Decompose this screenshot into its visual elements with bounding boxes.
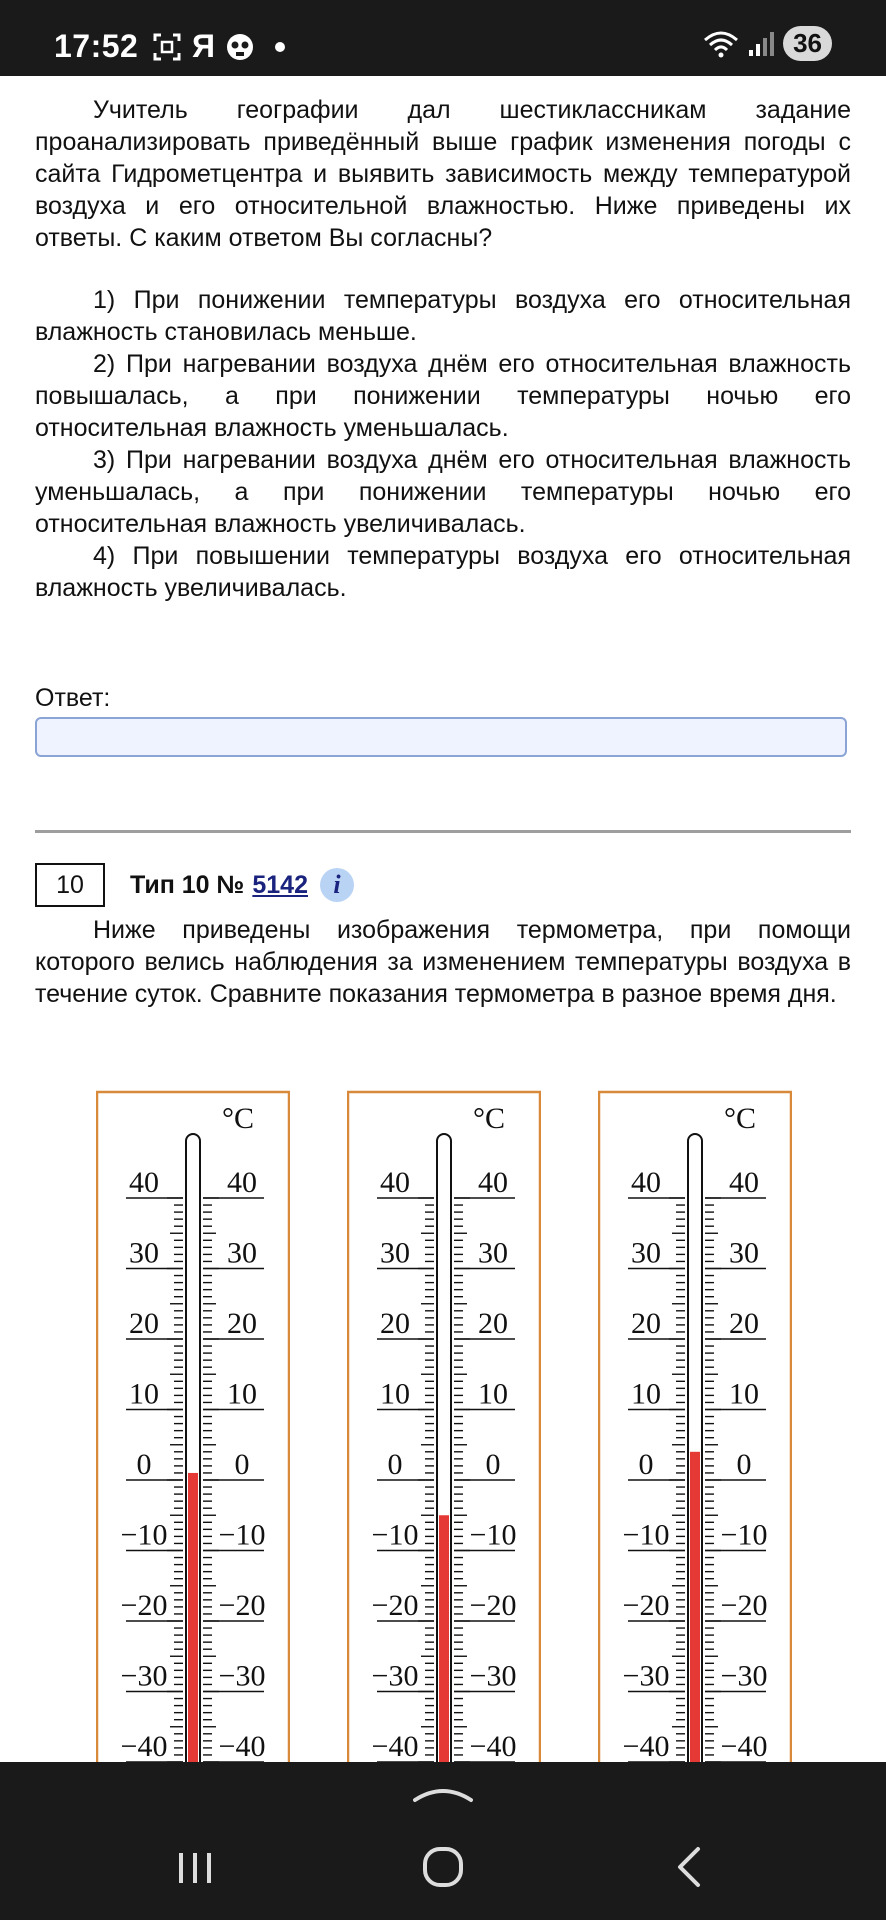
thermometer-1 bbox=[96, 1090, 290, 1762]
task-number-box: 10 bbox=[35, 863, 105, 907]
scale-label-left: 30 bbox=[631, 1236, 661, 1270]
scale-label-left: 10 bbox=[380, 1377, 410, 1411]
scale-label-right: 40 bbox=[478, 1166, 508, 1199]
scale-label-left: −40 bbox=[622, 1730, 670, 1762]
task9-option-2: 2) При нагревании воздуха днём его относительная влажность повышалась, а при понижении температуры ночью его относительная влажность уменьшалась. bbox=[35, 350, 851, 442]
task9-option-3: 3) При нагревании воздуха днём его относительная влажность уменьшалась, а при понижении температуры ночью его относительная влажность увеличивалась. bbox=[35, 446, 851, 538]
scale-label-left: 0 bbox=[638, 1448, 654, 1481]
info-icon[interactable]: i bbox=[320, 868, 354, 902]
scale-label-right: −40 bbox=[720, 1730, 768, 1762]
mercury-column bbox=[188, 1473, 198, 1762]
unit-label: °C bbox=[221, 1102, 255, 1135]
scale-label-left: 20 bbox=[631, 1307, 661, 1340]
scale-label-right: −30 bbox=[218, 1659, 266, 1693]
task10-text: Ниже приведены изображения термометра, при помощи которого велись наблюдения за изменением температуры воздуха в течение суток. Сравните показания термометра в разное время дня. bbox=[35, 916, 851, 1008]
status-notification-icons bbox=[150, 28, 287, 65]
scale-label-left: −40 bbox=[120, 1730, 168, 1762]
task9-option-4: 4) При повышении температуры воздуха его относительная влажность увеличивалась. bbox=[35, 542, 851, 602]
scale-label-right: 0 bbox=[736, 1448, 752, 1481]
scale-label-right: 10 bbox=[227, 1377, 257, 1411]
scale-label-right: 20 bbox=[227, 1307, 257, 1340]
scale-label-right: −20 bbox=[218, 1589, 266, 1622]
battery-level: 36 bbox=[783, 26, 832, 61]
scale-label-left: 0 bbox=[136, 1448, 152, 1481]
mercury-column bbox=[690, 1452, 700, 1762]
answer-input[interactable] bbox=[35, 717, 847, 757]
scale-label-left: 10 bbox=[631, 1377, 661, 1411]
scale-label-right: 30 bbox=[729, 1236, 759, 1270]
scale-label-right: −40 bbox=[218, 1730, 266, 1762]
scale-label-left: 10 bbox=[129, 1377, 159, 1411]
scale-label-right: 0 bbox=[234, 1448, 250, 1481]
scale-label-left: −10 bbox=[371, 1518, 419, 1552]
signal-icon bbox=[747, 30, 775, 58]
scale-label-left: −30 bbox=[371, 1659, 419, 1693]
section-divider bbox=[35, 830, 851, 833]
scale-label-left: −30 bbox=[622, 1659, 670, 1693]
task9-options bbox=[35, 284, 851, 604]
scale-label-right: 30 bbox=[478, 1236, 508, 1270]
scale-label-left: −20 bbox=[120, 1589, 168, 1622]
answer-label: Ответ: bbox=[35, 684, 111, 712]
back-icon[interactable] bbox=[660, 1837, 720, 1897]
mercury-column bbox=[439, 1515, 449, 1762]
scale-label-right: 20 bbox=[729, 1307, 759, 1340]
scale-label-right: 40 bbox=[729, 1166, 759, 1199]
scale-label-right: −30 bbox=[720, 1659, 768, 1693]
task-id-link[interactable]: 5142 bbox=[252, 870, 308, 899]
scale-label-left: 40 bbox=[129, 1166, 159, 1199]
task9-option-1: 1) При понижении температуры воздуха его относительная влажность становилась меньше. bbox=[35, 286, 851, 346]
chevron-up-icon[interactable] bbox=[413, 1784, 473, 1804]
scale-label-left: 20 bbox=[380, 1307, 410, 1340]
scale-label-right: −30 bbox=[469, 1659, 517, 1693]
navigation-bar bbox=[0, 1762, 886, 1920]
scale-label-right: −10 bbox=[218, 1518, 266, 1552]
scale-label-right: 30 bbox=[227, 1236, 257, 1270]
scale-label-right: −20 bbox=[720, 1589, 768, 1622]
scale-label-left: −10 bbox=[622, 1518, 670, 1552]
task-header bbox=[130, 868, 354, 902]
scale-label-left: 40 bbox=[380, 1166, 410, 1199]
scale-label-left: 40 bbox=[631, 1166, 661, 1199]
thermometer-3 bbox=[598, 1090, 792, 1762]
home-icon[interactable] bbox=[413, 1837, 473, 1897]
task9-intro: Учитель географии дал шестиклассникам задание проанализировать приведённый выше график изменения погоды с сайта Гидрометцентра и выявить зависимость между температурой воздуха и его относительной влажностью. Ниже приведены их ответы. С каким ответом Вы согласны? bbox=[35, 96, 851, 252]
scale-label-left: 20 bbox=[129, 1307, 159, 1340]
thermometers-figure bbox=[0, 1090, 886, 1760]
scale-label-right: −20 bbox=[469, 1589, 517, 1622]
scale-label-right: 20 bbox=[478, 1307, 508, 1340]
scale-label-left: −10 bbox=[120, 1518, 168, 1552]
dot-icon bbox=[273, 40, 287, 54]
scale-label-right: −40 bbox=[469, 1730, 517, 1762]
unit-label: °C bbox=[472, 1102, 506, 1135]
status-time: 17:52 bbox=[54, 28, 139, 64]
scale-label-left: 30 bbox=[129, 1236, 159, 1270]
scale-label-left: −40 bbox=[371, 1730, 419, 1762]
scale-label-left: −30 bbox=[120, 1659, 168, 1693]
status-bar bbox=[0, 0, 886, 76]
unit-label: °C bbox=[723, 1102, 757, 1135]
scale-label-right: −10 bbox=[469, 1518, 517, 1552]
wifi-icon bbox=[703, 30, 739, 58]
scale-label-left: −20 bbox=[371, 1589, 419, 1622]
scale-label-right: 10 bbox=[729, 1377, 759, 1411]
task-type-label: Тип 10 № bbox=[130, 870, 245, 899]
skull-icon bbox=[225, 32, 255, 62]
yandex-icon: Я bbox=[192, 28, 215, 64]
screenshot-icon bbox=[152, 32, 182, 62]
scale-label-left: 0 bbox=[387, 1448, 403, 1481]
scale-label-left: −20 bbox=[622, 1589, 670, 1622]
scale-label-right: −10 bbox=[720, 1518, 768, 1552]
thermometer-2 bbox=[347, 1090, 541, 1762]
status-system-icons bbox=[703, 26, 832, 61]
scale-label-left: 30 bbox=[380, 1236, 410, 1270]
scale-label-right: 0 bbox=[485, 1448, 501, 1481]
scale-label-right: 40 bbox=[227, 1166, 257, 1199]
scale-label-right: 10 bbox=[478, 1377, 508, 1411]
recent-apps-icon[interactable] bbox=[165, 1837, 225, 1897]
